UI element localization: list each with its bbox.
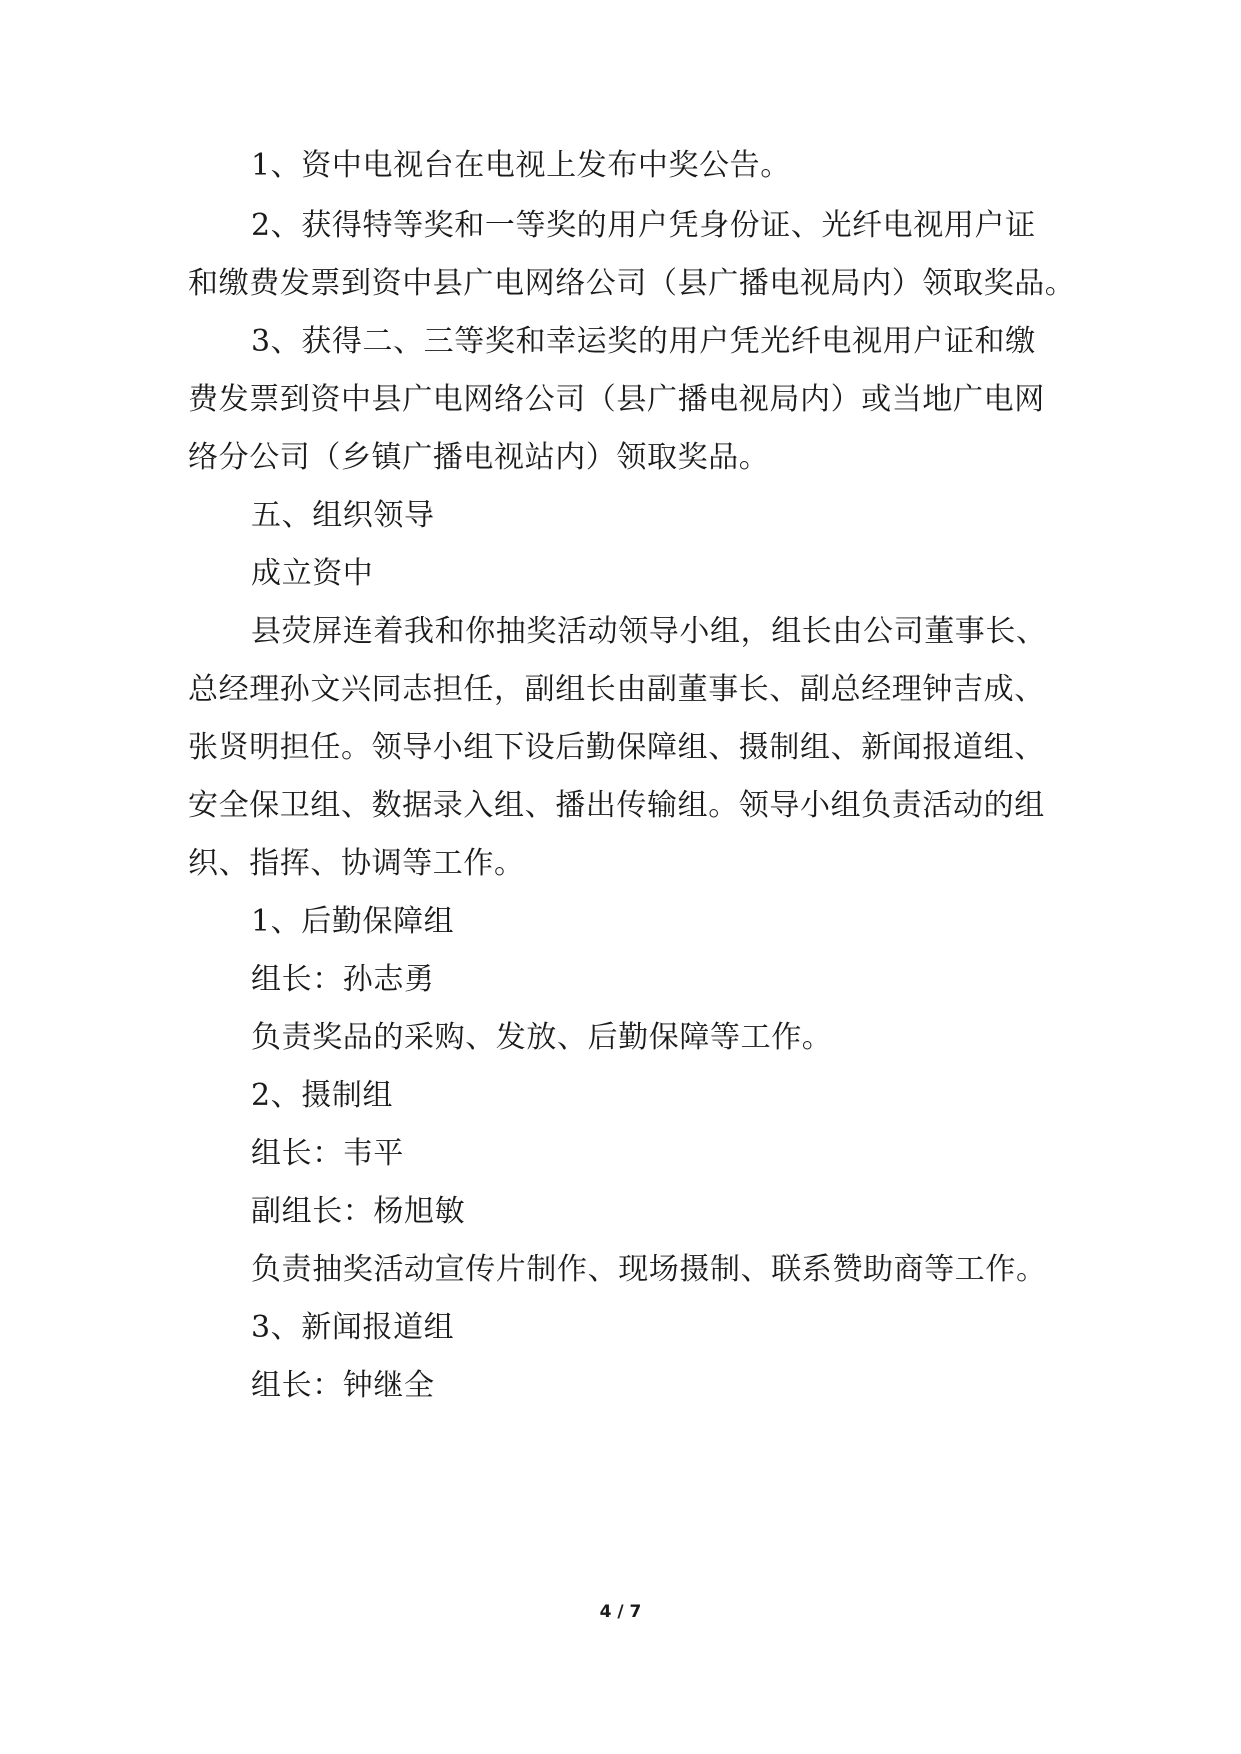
paragraph-line: 组长：孙志勇 (251, 962, 435, 997)
paragraph-line: 组长：韦平 (251, 1136, 404, 1171)
paragraph-line: 负责抽奖活动宣传片制作、现场摄制、联系赞助商等工作。 (251, 1252, 1047, 1287)
paragraph-line: 络分公司（乡镇广播电视站内）领取奖品。 (188, 440, 770, 475)
paragraph-line: 负责奖品的采购、发放、后勤保障等工作。 (251, 1020, 833, 1055)
paragraph-line: 3、获得二、三等奖和幸运奖的用户凭光纤电视用户证和缴 (251, 324, 1036, 359)
paragraph-line: 组长：钟继全 (251, 1368, 435, 1403)
paragraph-line: 县荧屏连着我和你抽奖活动领导小组，组长由公司董事长、 (251, 614, 1047, 649)
paragraph-line: 织、指挥、协调等工作。 (188, 846, 525, 881)
paragraph-line: 总经理孙文兴同志担任，副组长由副董事长、副总经理钟吉成、 (188, 672, 1045, 707)
paragraph-line: 和缴费发票到资中县广电网络公司（县广播电视局内）领取奖品。 (188, 266, 1076, 301)
section-heading: 五、组织领导 (251, 498, 435, 533)
subsection-heading: 1、后勤保障组 (251, 904, 455, 939)
paragraph-line: 费发票到资中县广电网络公司（县广播电视局内）或当地广电网 (188, 382, 1045, 417)
page-number: 4 / 7 (599, 1602, 642, 1622)
paragraph-line: 1、资中电视台在电视上发布中奖公告。 (251, 148, 791, 183)
subsection-heading: 3、新闻报道组 (251, 1310, 455, 1345)
paragraph-line: 2、获得特等奖和一等奖的用户凭身份证、光纤电视用户证 (251, 208, 1036, 243)
subsection-heading: 2、摄制组 (251, 1078, 394, 1113)
paragraph-line: 成立资中 (251, 556, 374, 591)
paragraph-line: 安全保卫组、数据录入组、播出传输组。领导小组负责活动的组 (188, 788, 1045, 823)
paragraph-line: 副组长：杨旭敏 (251, 1194, 466, 1229)
paragraph-line: 张贤明担任。领导小组下设后勤保障组、摄制组、新闻报道组、 (188, 730, 1045, 765)
